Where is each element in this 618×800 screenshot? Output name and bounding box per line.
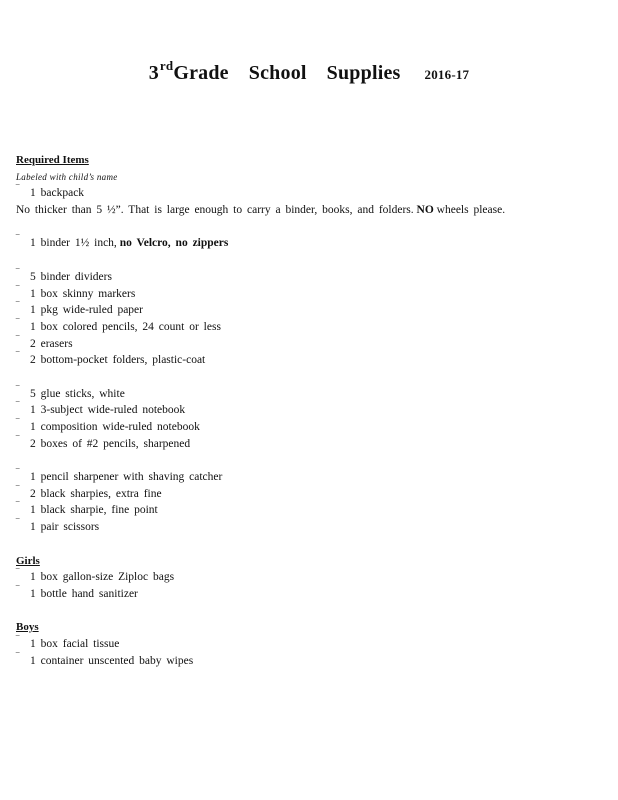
item-text: 5 binder dividers (30, 270, 112, 283)
bullet-icon: ‾ (16, 235, 20, 247)
girls-heading: Girls (16, 554, 40, 567)
required-subheading: Labeled with child’s name (16, 171, 118, 182)
bullet-icon: ‾ (16, 652, 20, 664)
supply-list (16, 152, 606, 669)
group-2 (16, 386, 606, 453)
binder-bold-text: no Velcro, no zippers (119, 237, 229, 250)
backpack-note (16, 202, 606, 219)
item-text: 2 bottom-pocket folders, plastic-coat (30, 354, 206, 367)
item-text: 1 bottle hand sanitizer (30, 587, 138, 600)
bullet-icon: ‾ (16, 435, 20, 447)
item-text: 1 pencil sharpener with shaving catcher (30, 471, 223, 484)
title-grade-number: 3 (148, 62, 159, 84)
bullet-icon: ‾ (16, 519, 20, 531)
list-item (16, 386, 606, 403)
item-text: 1 backpack (30, 187, 85, 200)
title-supplies: Supplies (326, 62, 401, 84)
list-item (16, 419, 606, 436)
list-item (16, 486, 606, 503)
bullet-icon: ‾ (16, 485, 20, 497)
list-item (16, 185, 606, 202)
list-item (16, 502, 606, 519)
bullet-icon: ‾ (16, 318, 20, 330)
boys-heading: Boys (16, 621, 39, 634)
item-text: 2 black sharpies, extra fine (30, 487, 162, 500)
bullet-icon: ‾ (16, 352, 20, 364)
list-item (16, 302, 606, 319)
group-1 (16, 269, 606, 369)
bullet-icon: ‾ (16, 302, 20, 314)
bullet-icon: ‾ (16, 585, 20, 597)
bullet-icon: ‾ (16, 635, 20, 647)
list-item (16, 653, 606, 670)
list-item (16, 319, 606, 336)
bullet-icon: ‾ (16, 185, 20, 197)
title-school: School (248, 62, 307, 84)
bullet-icon: ‾ (16, 419, 20, 430)
page-title (0, 58, 618, 85)
item-text: 1 3-subject wide-ruled notebook (30, 404, 186, 417)
item-text: 1 box colored pencils, 24 count or less (30, 320, 221, 333)
list-item (16, 286, 606, 303)
item-text: 1 box skinny markers (30, 287, 136, 300)
list-item (16, 352, 606, 369)
bullet-icon: ‾ (16, 402, 20, 414)
list-item (16, 269, 606, 286)
list-item (16, 636, 606, 653)
item-text: 5 glue sticks, white (30, 387, 125, 400)
item-text: 1 pair scissors (30, 521, 100, 534)
bullet-icon: ‾ (16, 385, 20, 397)
item-text: 1 box facial tissue (30, 637, 120, 650)
group-3 (16, 469, 606, 536)
bullet-icon: ‾ (16, 469, 20, 481)
title-grade-suffix: rd (159, 58, 174, 73)
list-item (16, 436, 606, 453)
bullet-icon: ‾ (16, 335, 20, 347)
bullet-icon: ‾ (16, 569, 20, 581)
backpack-note-text: No thicker than 5 ½”. That is large enough to carry a binder, books, and folders. (16, 204, 414, 217)
list-item (16, 569, 606, 586)
list-item (16, 336, 606, 353)
item-text: 2 erasers (30, 337, 73, 350)
item-text: 1 container unscented baby wipes (30, 654, 194, 667)
bullet-icon: ‾ (16, 268, 20, 280)
title-year: 2016-17 (424, 67, 470, 82)
list-item (16, 235, 606, 252)
list-item (16, 586, 606, 603)
item-text: 1 black sharpie, fine point (30, 504, 158, 517)
binder-text: 1 binder 1½ inch, (30, 237, 117, 250)
list-item (16, 519, 606, 536)
required-heading: Required Items (16, 154, 89, 166)
backpack-note-no: NO (416, 204, 434, 217)
item-text: 1 composition wide-ruled notebook (30, 421, 200, 433)
bullet-icon: ‾ (16, 502, 20, 514)
item-text: 2 boxes of #2 pencils, sharpened (30, 437, 191, 450)
list-item (16, 402, 606, 419)
list-item (16, 469, 606, 486)
bullet-icon: ‾ (16, 285, 20, 297)
item-text: 1 box gallon-size Ziploc bags (30, 571, 175, 584)
backpack-note-end: wheels please. (436, 204, 506, 217)
item-text: 1 pkg wide-ruled paper (30, 304, 143, 317)
title-grade-word: Grade (173, 62, 229, 84)
